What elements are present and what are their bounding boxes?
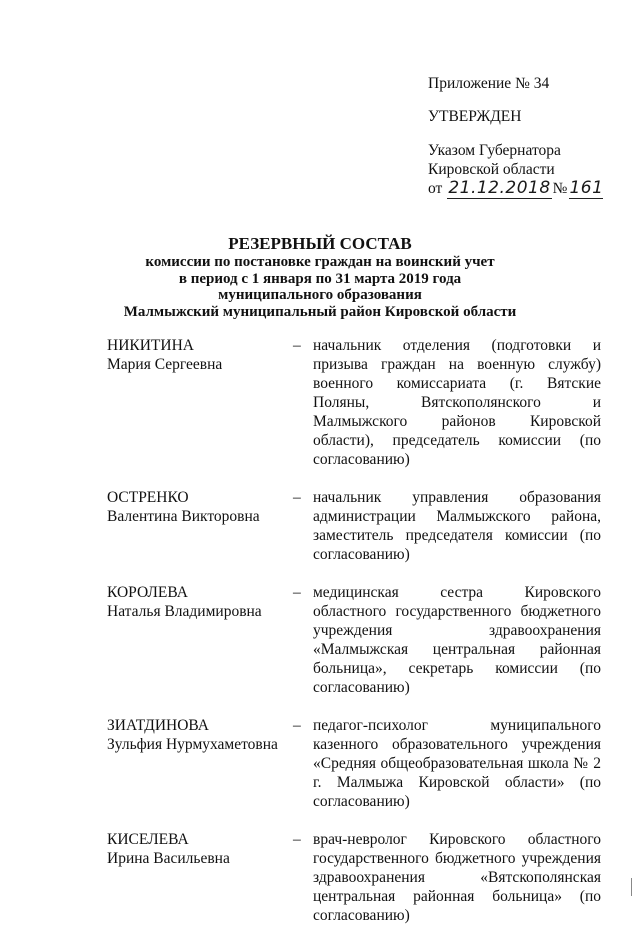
member-entry bbox=[107, 583, 607, 697]
title-main: РЕЗЕРВНЫЙ СОСТАВ bbox=[228, 234, 412, 253]
decree-line-2: Кировской области bbox=[428, 161, 555, 178]
approved-heading: УТВЕРЖДЕН bbox=[428, 108, 522, 125]
dash-separator: – bbox=[293, 717, 301, 734]
member-surname: ОСТРЕНКО bbox=[107, 489, 189, 506]
member-surname: НИКИТИНА bbox=[107, 337, 194, 354]
member-given-names: Мария Сергеевна bbox=[107, 356, 223, 373]
member-surname: ЗИАТДИНОВА bbox=[107, 717, 209, 734]
title-line-4: Малмыжский муниципальный район Кировской области bbox=[123, 303, 517, 320]
title-line-1: комиссии по постановке граждан на воинский учет bbox=[145, 254, 495, 270]
member-given-names: Ирина Васильевна bbox=[107, 850, 230, 867]
members-list bbox=[107, 336, 607, 944]
member-entry bbox=[107, 830, 607, 925]
member-entry bbox=[107, 336, 607, 469]
document-title bbox=[60, 233, 580, 320]
date-prefix: от bbox=[428, 180, 443, 197]
member-entry bbox=[107, 488, 607, 564]
appendix-number: Приложение № 34 bbox=[428, 75, 550, 92]
number-sign: № bbox=[552, 180, 568, 197]
member-given-names: Наталья Владимировна bbox=[107, 603, 262, 620]
member-position: педагог-психолог муниципального казенного образовательного учреждения «Средняя общеобразовательная школа № 2 г. Малмыжа Кировской области» (по согласованию) bbox=[313, 717, 601, 810]
scan-mark bbox=[631, 878, 632, 896]
dash-separator: – bbox=[293, 584, 301, 601]
handwritten-number: 161 bbox=[569, 178, 604, 198]
member-given-names: Зульфия Нурмухаметовна bbox=[107, 736, 278, 753]
member-name bbox=[107, 336, 293, 469]
member-name bbox=[107, 488, 293, 564]
dash-separator: – bbox=[293, 831, 301, 848]
member-surname: КОРОЛЕВА bbox=[107, 584, 188, 601]
member-position: врач-невролог Кировского областного государственного бюджетного учреждения здравоохранения «Вятскополянская центральная районная больница» (по согласованию) bbox=[313, 831, 601, 924]
decree-line-1: Указом Губернатора bbox=[428, 142, 561, 159]
dash-separator: – bbox=[293, 337, 301, 354]
member-name bbox=[107, 830, 293, 925]
member-position: начальник отделения (подготовки и призыва граждан на военную службу) военного комиссариата (г. Вятские Поляны, Вятскополянского и Малмыжского районов Кировской области), председатель комиссии (по согласованию) bbox=[313, 337, 601, 468]
member-entry bbox=[107, 716, 607, 811]
title-line-3: муниципального образования bbox=[218, 287, 422, 303]
handwritten-date: 21.12.2018 bbox=[448, 178, 551, 198]
approval-block bbox=[428, 74, 628, 199]
decree-date-line bbox=[428, 179, 628, 199]
member-name bbox=[107, 583, 293, 697]
member-position: начальник управления образования администрации Малмыжского района, заместитель председателя комиссии (по согласованию) bbox=[313, 489, 601, 563]
dash-separator: – bbox=[293, 489, 301, 506]
member-position: медицинская сестра Кировского областного государственного бюджетного учреждения здравоохранения «Малмыжская центральная районная больница», секретарь комиссии (по согласованию) bbox=[313, 584, 601, 696]
member-given-names: Валентина Викторовна bbox=[107, 508, 260, 525]
member-name bbox=[107, 716, 293, 811]
member-surname: КИСЕЛЕВА bbox=[107, 831, 189, 848]
title-line-2: в период с 1 января по 31 марта 2019 года bbox=[178, 270, 462, 287]
